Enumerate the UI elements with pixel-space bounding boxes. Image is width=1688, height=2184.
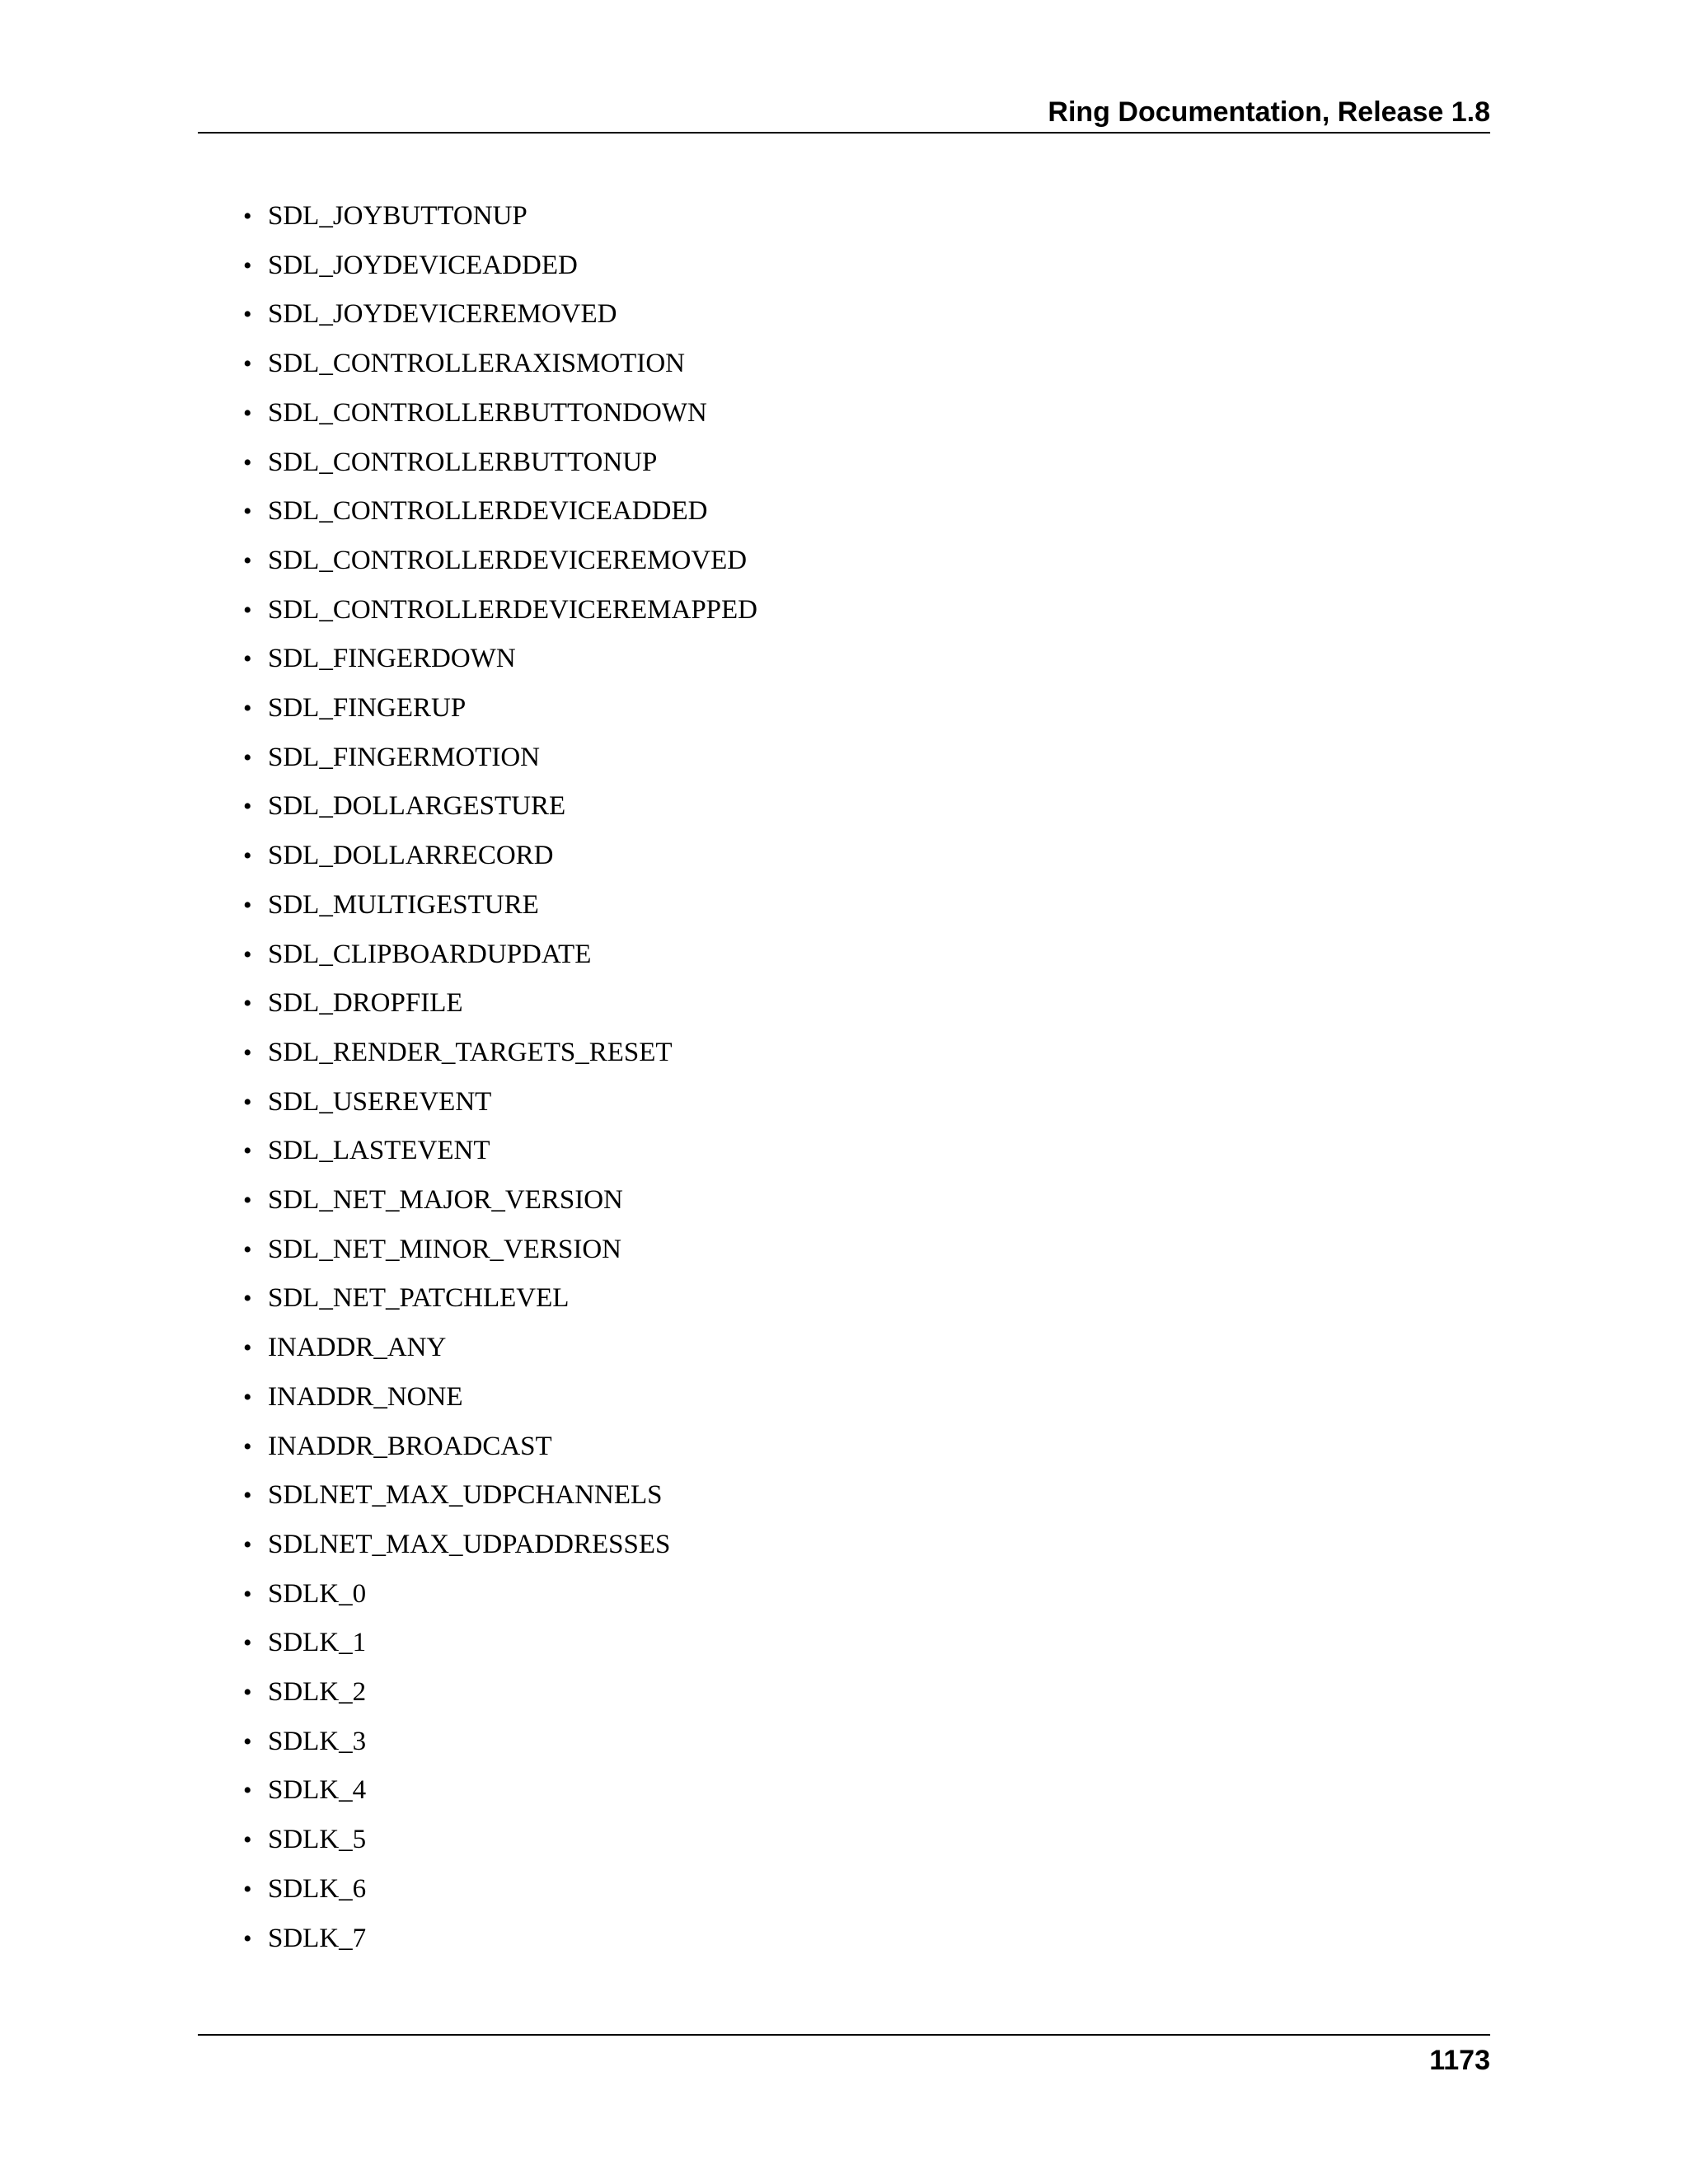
constant-name: SDLK_2 xyxy=(268,1677,367,1707)
list-item xyxy=(243,839,554,872)
list-item xyxy=(243,1430,552,1463)
list-item xyxy=(243,1675,366,1708)
constant-name: SDL_CONTROLLERDEVICEREMAPPED xyxy=(268,594,758,625)
constant-name: INADDR_BROADCAST xyxy=(268,1431,552,1461)
bullet-point: • xyxy=(243,203,252,230)
page-number: 1173 xyxy=(1429,2045,1490,2076)
constant-name: SDLK_3 xyxy=(268,1726,367,1756)
list-item xyxy=(243,1282,569,1315)
bullet-point: • xyxy=(243,1482,252,1510)
list-item xyxy=(243,1626,366,1659)
bullet-point: • xyxy=(243,1580,252,1608)
constant-name: SDLNET_MAX_UDPCHANNELS xyxy=(268,1480,663,1511)
constant-name: SDL_FINGERDOWN xyxy=(268,644,516,674)
bullet-point: • xyxy=(243,1777,252,1805)
list-item xyxy=(243,347,685,380)
bullet-point: • xyxy=(243,891,252,919)
bullet-point: • xyxy=(243,448,252,476)
constant-name: SDL_USEREVENT xyxy=(268,1086,492,1117)
constant-name: SDL_JOYDEVICEADDED xyxy=(268,250,578,280)
list-item xyxy=(243,494,707,527)
bullet-point: • xyxy=(243,1383,252,1411)
constant-name: SDLK_7 xyxy=(268,1923,367,1953)
bullet-point: • xyxy=(243,990,252,1018)
bullet-point: • xyxy=(243,596,252,624)
bullet-point: • xyxy=(243,498,252,526)
list-item xyxy=(243,396,707,429)
bullet-point: • xyxy=(243,1530,252,1558)
list-item xyxy=(243,1725,366,1758)
bullet-point: • xyxy=(243,350,252,378)
bullet-point: • xyxy=(243,940,252,968)
list-item xyxy=(243,1085,491,1118)
bullet-point: • xyxy=(243,301,252,329)
running-footer xyxy=(198,2034,1490,2076)
constant-name: SDL_JOYDEVICEREMOVED xyxy=(268,299,617,330)
constant-name: INADDR_ANY xyxy=(268,1333,447,1363)
constant-name: SDL_CLIPBOARDUPDATE xyxy=(268,939,592,969)
list-item xyxy=(243,298,617,330)
bullet-point: • xyxy=(243,1875,252,1903)
constant-name: SDL_DOLLARRECORD xyxy=(268,841,554,871)
bullet-point: • xyxy=(243,1187,252,1214)
list-item xyxy=(243,1036,673,1069)
constant-name: INADDR_NONE xyxy=(268,1381,463,1412)
list-item xyxy=(243,1577,366,1610)
bullet-point: • xyxy=(243,1038,252,1066)
list-item xyxy=(243,1331,446,1364)
constant-name: SDL_FINGERMOTION xyxy=(268,742,540,772)
list-item xyxy=(243,691,466,724)
constant-name: SDL_CONTROLLERBUTTONDOWN xyxy=(268,397,707,428)
list-item xyxy=(243,1183,623,1216)
list-item xyxy=(243,1528,670,1561)
document-title: Ring Documentation, Release 1.8 xyxy=(1048,96,1490,128)
bullet-point: • xyxy=(243,645,252,673)
list-item xyxy=(243,642,516,675)
bullet-point: • xyxy=(243,1924,252,1952)
list-item xyxy=(243,199,528,232)
bullet-point: • xyxy=(243,1629,252,1657)
list-item xyxy=(243,593,757,626)
list-item xyxy=(243,1872,366,1905)
constant-name: SDL_MULTIGESTURE xyxy=(268,889,539,920)
constant-name: SDL_CONTROLLERBUTTONUP xyxy=(268,447,658,477)
constant-name: SDLK_0 xyxy=(268,1578,367,1609)
constant-name: SDLK_1 xyxy=(268,1628,367,1658)
list-item xyxy=(243,888,539,921)
constant-name: SDL_NET_PATCHLEVEL xyxy=(268,1283,570,1314)
bullet-point: • xyxy=(243,1826,252,1854)
bullet-point: • xyxy=(243,695,252,722)
list-item xyxy=(243,446,657,479)
constant-name: SDL_CONTROLLERDEVICEADDED xyxy=(268,496,708,527)
bullet-point: • xyxy=(243,793,252,821)
constant-name: SDL_DOLLARGESTURE xyxy=(268,791,566,822)
constant-name: SDL_NET_MINOR_VERSION xyxy=(268,1234,621,1264)
running-header xyxy=(198,89,1490,134)
bullet-point: • xyxy=(243,1679,252,1706)
bullet-point: • xyxy=(243,1432,252,1460)
list-item xyxy=(243,790,565,823)
list-item xyxy=(243,1233,621,1266)
bullet-point: • xyxy=(243,546,252,574)
list-item xyxy=(243,741,540,774)
list-item xyxy=(243,249,578,282)
constant-name: SDL_CONTROLLERDEVICEREMOVED xyxy=(268,545,748,575)
bullet-point: • xyxy=(243,399,252,427)
list-item xyxy=(243,1479,663,1511)
constant-name: SDLK_6 xyxy=(268,1873,367,1904)
constant-name: SDL_CONTROLLERAXISMOTION xyxy=(268,349,685,379)
bullet-point: • xyxy=(243,1334,252,1362)
list-item xyxy=(243,1774,366,1807)
bullet-point: • xyxy=(243,1727,252,1755)
constant-name: SDLK_5 xyxy=(268,1825,367,1855)
bullet-point: • xyxy=(243,1137,252,1165)
constant-name: SDLNET_MAX_UDPADDRESSES xyxy=(268,1529,671,1559)
bullet-point: • xyxy=(243,251,252,279)
list-item xyxy=(243,1823,366,1856)
constant-name: SDL_FINGERUP xyxy=(268,693,467,723)
list-item xyxy=(243,987,463,1019)
bullet-point: • xyxy=(243,1088,252,1116)
constant-name: SDL_DROPFILE xyxy=(268,988,463,1019)
list-item xyxy=(243,1922,366,1955)
list-item xyxy=(243,1134,490,1167)
constant-name: SDL_JOYBUTTONUP xyxy=(268,201,528,231)
constant-name: SDL_NET_MAJOR_VERSION xyxy=(268,1185,623,1215)
list-item xyxy=(243,544,747,577)
bullet-point: • xyxy=(243,1235,252,1263)
list-item xyxy=(243,1380,462,1413)
bullet-point: • xyxy=(243,1285,252,1313)
bullet-point: • xyxy=(243,842,252,870)
list-item xyxy=(243,938,591,971)
constant-name: SDLK_4 xyxy=(268,1775,367,1806)
constant-name: SDL_RENDER_TARGETS_RESET xyxy=(268,1037,673,1067)
constant-name: SDL_LASTEVENT xyxy=(268,1136,490,1166)
bullet-point: • xyxy=(243,743,252,771)
